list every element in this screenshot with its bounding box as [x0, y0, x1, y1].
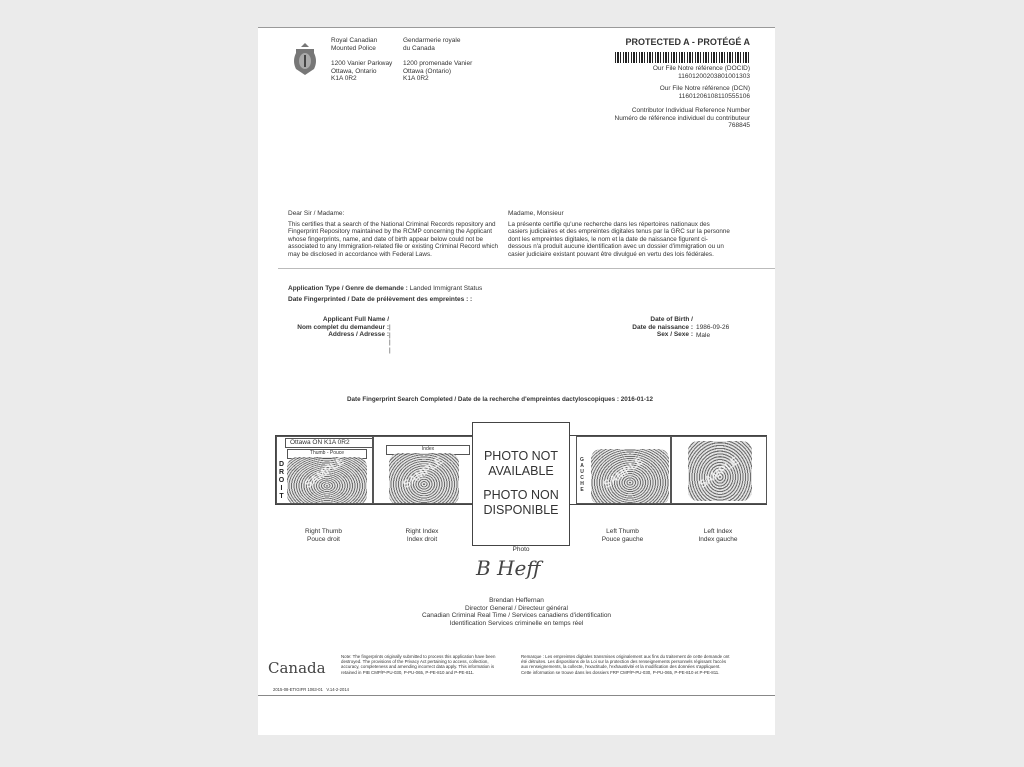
footer-note-en: Note: The fingerprints originally submitted to process this application have been destroyed. The provisions of the Privacy Act pertaining to access, collection, accuracy, completeness and amending incorrect data apply. This information is retained in PIB CMP/P-PU-030, P-PU-065, P-PE-810 and P-PE-811. — [341, 654, 496, 675]
left-thumb-print — [576, 436, 671, 504]
org-name-fr: Gendarmerie royale du Canada — [403, 37, 461, 52]
photo-placeholder: PHOTO NOT AVAILABLE PHOTO NON DISPONIBLE — [472, 422, 570, 546]
index-box-label: Index — [386, 445, 470, 455]
divider — [278, 268, 775, 269]
salutation-fr: Madame, Monsieur — [508, 210, 564, 217]
applicant-name-label: Applicant Full Name / Nom complet du demandeur : Address / Adresse : — [297, 316, 389, 338]
gauche-label: G A U C H E — [580, 457, 584, 493]
left-index-caption: Left Index Index gauche — [698, 528, 738, 543]
sample-watermark: SAMPLE — [601, 454, 646, 491]
dcn: Our File Notre référence (DCN) 11601206108110555106 — [659, 85, 750, 100]
thumb-box-label: Thumb - Pouce — [287, 449, 367, 459]
barcode — [615, 52, 751, 63]
certificate-page — [258, 27, 775, 735]
dob-sex-values: 1986-09-26 Male — [696, 324, 730, 339]
sample-watermark: SAMPLE — [696, 454, 742, 491]
right-index-caption: Right Index Index droit — [405, 528, 439, 543]
footer-divider — [258, 695, 775, 696]
left-thumb-caption: Left Thumb Pouce gauche — [601, 528, 644, 543]
left-index-print — [671, 436, 767, 504]
date-fingerprinted-label: Date Fingerprinted / Date de prélèvement des empreintes : : — [288, 296, 473, 303]
form-id: 2015-08-ETIGIFR 1063-01 V.14-2-2014 — [273, 687, 349, 692]
signatory-block: Brendan Heffernan Director General / Directeur général Canadian Criminal Real Time / Services canadiens d'identification Identification Services criminelle en temps réel — [421, 597, 612, 627]
footer-note-fr: Remarque : Les empreintes digitales transmises originalement aux fins du traitement de cette demande ont été détruites. Les dispositions de la Loi sur la protection des renseignements personnels régissant l'accès aux renseignements, la collecte, l'exactitude, l'exhaustivité et la modification des données s'appliquent. Cette information se trouve dans les dossiers FRP CMP/P-PU-030, P-PU-065, P-PE-810 et P-PE-811. — [521, 654, 730, 675]
salutation-en: Dear Sir / Madame: — [288, 210, 345, 217]
applicant-value-bars: | | | | — [389, 324, 391, 354]
signature: B Heff — [476, 556, 541, 580]
photo-caption: Photo — [512, 546, 530, 553]
letter-body-fr: La présente certifie qu'une recherche dans les répertoires nationaux des casiers judiciaires et des empreintes digitales tenus par la GRC sur la personne dont les empreintes digitales, le nom et la date de naissance figurent ci-dessous n'a produit aucune identification avec un dossier d'immigration ou un casier judiciaire existant pouvant être divulgué en vertu des lois fédérales. — [508, 221, 730, 258]
right-index-print — [373, 436, 473, 504]
search-completed: Date Fingerprint Search Completed / Date de la recherche d'empreintes dactyloscopiques : 2016-01-12 — [347, 396, 653, 403]
address-fr: 1200 promenade Vanier Ottawa (Ontario) K1A 0R2 — [403, 60, 473, 82]
application-type: Application Type / Genre de demande : Landed Immigrant Status — [288, 285, 483, 292]
right-thumb-print — [276, 436, 373, 504]
rcmp-crest-icon — [290, 41, 320, 77]
letter-body-en: This certifies that a search of the National Criminal Records repository and Fingerprint Repository maintained by the RCMP concerning the Applicant whose fingerprints, name, and date of birth appear below could not be associated to any Immigration-related file or existing Criminal Record which may be disclosed in accordance with Federal Laws. — [288, 221, 498, 258]
right-thumb-caption: Right Thumb Pouce droit — [304, 528, 343, 543]
canada-wordmark: Canada — [268, 659, 326, 677]
sample-watermark: SAMPLE — [302, 454, 347, 491]
card-address: Ottawa ON K1A 0R2 — [285, 438, 373, 448]
contributor-reference: Contributor Individual Reference Number Numéro de référence individuel du contributeur 768845 — [614, 107, 750, 129]
classification-label: PROTECTED A - PROTÉGÉ A — [625, 37, 750, 47]
address-en: 1200 Vanier Parkway Ottawa, Ontario K1A 0R2 — [331, 60, 393, 82]
org-name-en: Royal Canadian Mounted Police — [331, 37, 378, 52]
droit-label: D R O I T — [278, 461, 285, 500]
docid: Our File Notre référence (DOCID) 11601200203801001303 — [652, 65, 750, 80]
dob-label: Date of Birth / Date de naissance : Sex / Sexe : — [632, 316, 693, 338]
sample-watermark: SAMPLE — [400, 454, 446, 491]
